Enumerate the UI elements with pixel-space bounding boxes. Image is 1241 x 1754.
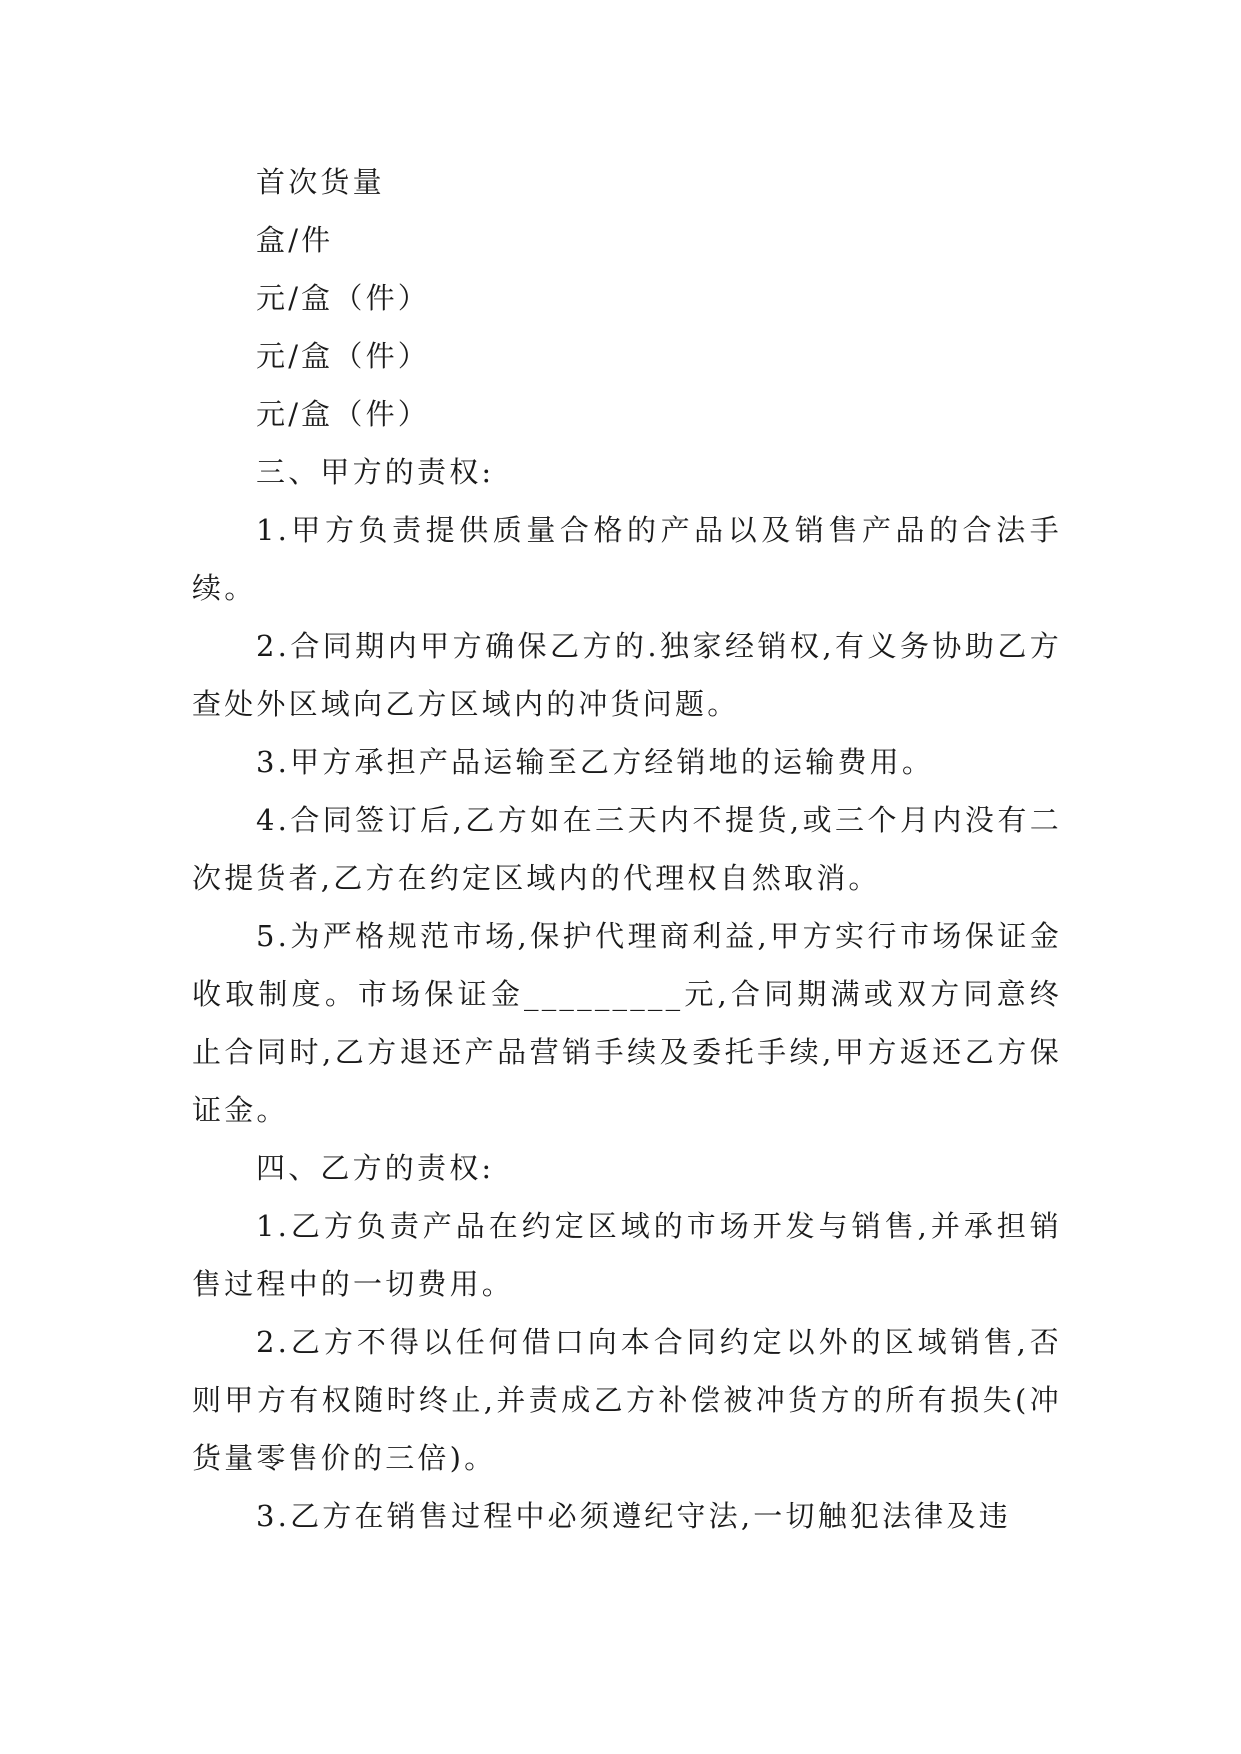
text-line: 元/盒（件）	[256, 339, 430, 373]
document-body	[192, 153, 1062, 1545]
clause-paragraph: 5.为严格规范市场,保护代理商利益,甲方实行市场保证金收取制度。市场保证金_________元,合同期满或双方同意终止合同时,乙方退还产品营销手续及委托手续,甲方返还乙方保证金。	[192, 919, 1062, 1127]
text-line: 元/盒（件）	[256, 281, 430, 315]
text-line: 盒/件	[256, 223, 334, 257]
clause-paragraph: 4.合同签订后,乙方如在三天内不提货,或三个月内没有二次提货者,乙方在约定区域内的代理权自然取消。	[192, 803, 1062, 895]
section-heading-party-a: 三、甲方的责权:	[256, 455, 495, 489]
text-line: 元/盒（件）	[256, 397, 430, 431]
clause-paragraph: 1.甲方负责提供质量合格的产品以及销售产品的合法手续。	[192, 513, 1062, 605]
clause-paragraph: 1.乙方负责产品在约定区域的市场开发与销售,并承担销售过程中的一切费用。	[192, 1209, 1062, 1301]
clause-paragraph: 3.甲方承担产品运输至乙方经销地的运输费用。	[256, 745, 935, 779]
clause-paragraph: 3.乙方在销售过程中必须遵纪守法,一切触犯法律及违	[256, 1499, 1011, 1533]
section-heading-party-b: 四、乙方的责权:	[256, 1151, 495, 1185]
clause-paragraph: 2.乙方不得以任何借口向本合同约定以外的区域销售,否则甲方有权随时终止,并责成乙方补偿被冲货方的所有损失(冲货量零售价的三倍)。	[192, 1325, 1062, 1475]
text-line: 首次货量	[256, 165, 385, 199]
clause-paragraph: 2.合同期内甲方确保乙方的.独家经销权,有义务协助乙方查处外区域向乙方区域内的冲货问题。	[192, 629, 1062, 721]
